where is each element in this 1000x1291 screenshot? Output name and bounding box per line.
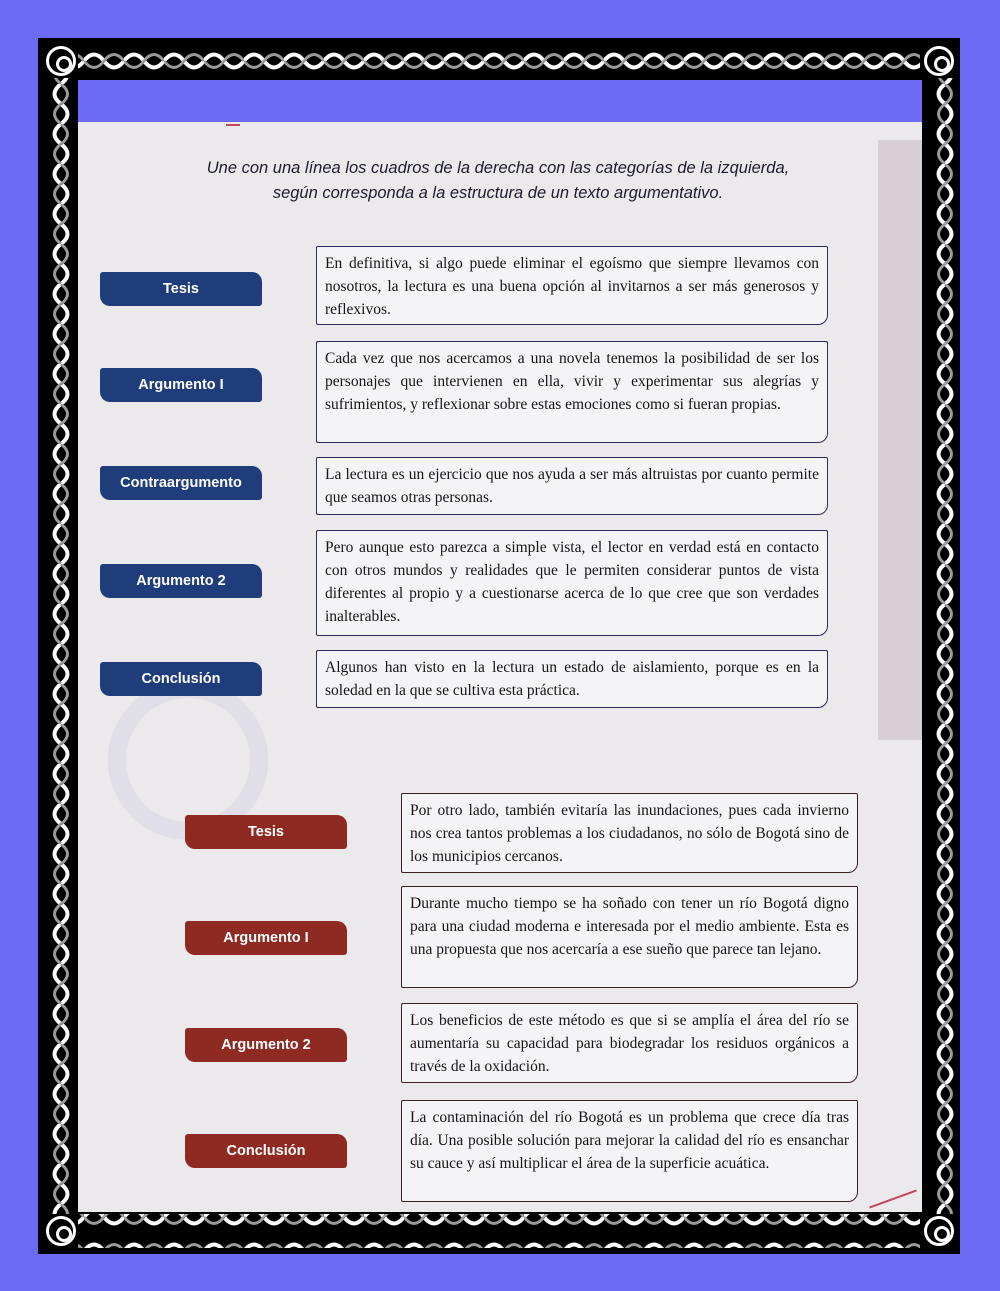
category-tesis-1[interactable]: Tesis <box>100 272 262 306</box>
instruction-line-1: Une con una línea los cuadros de la derecha con las categorías de la izquierda, <box>206 159 790 177</box>
category-argumento-1-2[interactable]: Argumento I <box>185 921 347 955</box>
category-conclusion-2[interactable]: Conclusión <box>185 1134 347 1168</box>
background-bleed-vertical-title <box>878 140 922 740</box>
category-contraargumento[interactable]: Contraargumento <box>100 466 262 500</box>
statement-box-1[interactable]: En definitiva, si algo puede eliminar el egoísmo que siempre llevamos con nosotros, la lectura es una buena opción al invitarnos a ser más generosos y reflexivos. <box>316 246 828 325</box>
corner-ornament-top-right <box>924 46 954 76</box>
statement-box-5[interactable]: Algunos han visto en la lectura un estado de aislamiento, porque es en la soledad en la que se cultiva esta práctica. <box>316 650 828 708</box>
category-argumento-2-1[interactable]: Argumento 2 <box>100 564 262 598</box>
corner-ornament-top-left <box>46 46 76 76</box>
statement-box-3[interactable]: La lectura es un ejercicio que nos ayuda a ser más altruistas por cuanto permite que seamos otras personas. <box>316 457 828 515</box>
category-conclusion-1[interactable]: Conclusión <box>100 662 262 696</box>
corner-ornament-bottom-right <box>924 1216 954 1246</box>
red-mark-bottom <box>869 1190 917 1209</box>
instruction-line-2: según corresponda a la estructura de un texto argumentativo. <box>272 184 724 202</box>
statement-box-9[interactable]: La contaminación del río Bogotá es un problema que crece día tras día. Una posible solución para mejorar la calidad del río es ensanchar su cauce y así multiplicar el área de la superficie acuática. <box>401 1100 858 1202</box>
statement-box-4[interactable]: Pero aunque esto parezca a simple vista, el lector en verdad está en contacto con otros mundos y realidades que le permiten considerar puntos de vista diferentes al propio y a cuestionarse acerca de lo que cree que son verdades inalterables. <box>316 530 828 636</box>
statement-box-6[interactable]: Por otro lado, también evitaría las inundaciones, pues cada invierno nos crea tantos problemas a los ciudadanos, no sólo de Bogotá sino de los municipios cercanos. <box>401 793 858 873</box>
exercise-instruction <box>168 156 828 206</box>
corner-ornament-bottom-left <box>46 1216 76 1246</box>
statement-box-7[interactable]: Durante mucho tiempo se ha soñado con tener un río Bogotá digno para una ciudad moderna e interesada por el medio ambiente. Esta es una propuesta que nos acercaría a ese sueño que parece tan lejano. <box>401 886 858 988</box>
red-mark-top <box>226 124 240 126</box>
category-argumento-1-1[interactable]: Argumento I <box>100 368 262 402</box>
top-blue-band <box>78 80 922 122</box>
statement-box-2[interactable]: Cada vez que nos acercamos a una novela tenemos la posibilidad de ser los personajes que intervienen en ella, vivir y experimentar sus alegrías y sufrimientos, y reflexionar sobre estas emociones como si fueran propias. <box>316 341 828 443</box>
worksheet-page <box>78 80 922 1212</box>
statement-box-8[interactable]: Los beneficios de este método es que si se amplía el área del río se aumentaría su capacidad para biodegradar los residuos orgánicos a través de la oxidación. <box>401 1003 858 1083</box>
category-argumento-2-2[interactable]: Argumento 2 <box>185 1028 347 1062</box>
category-tesis-2[interactable]: Tesis <box>185 815 347 849</box>
